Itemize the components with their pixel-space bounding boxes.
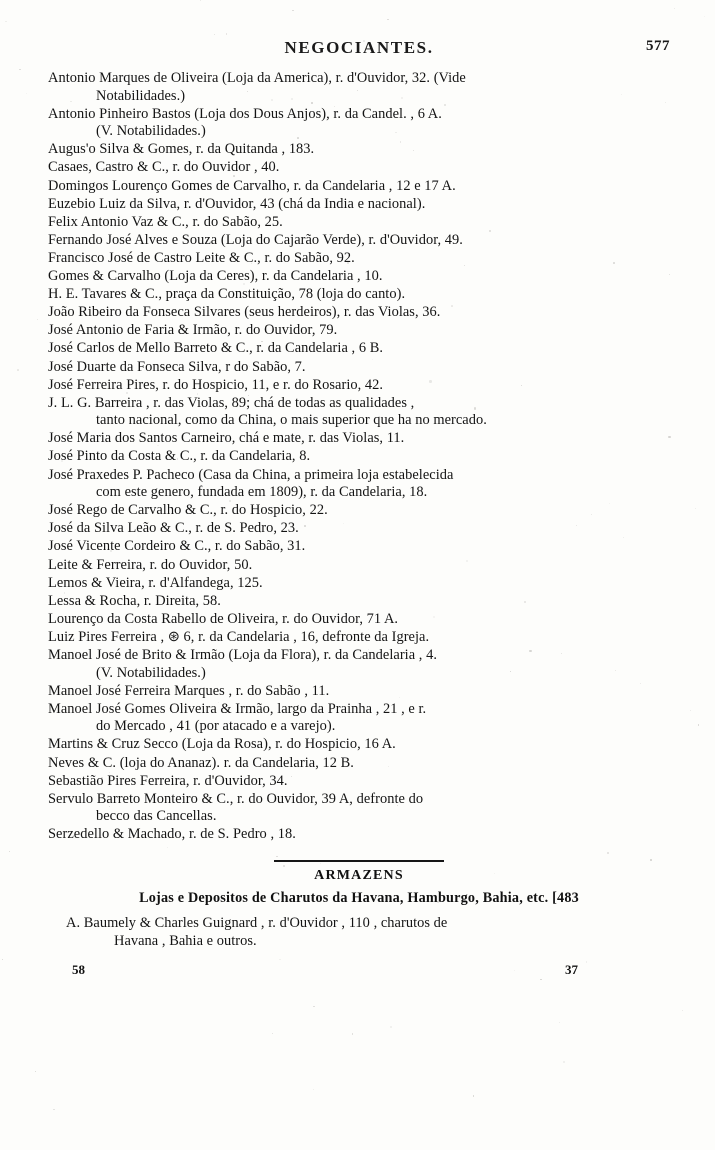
list-item: [48, 70, 670, 105]
entry-text: Neves & C. (loja do Ananaz). r. da Candelaria, 12 B.: [48, 754, 354, 771]
list-item: [48, 214, 670, 232]
entry-text: Antonio Pinheiro Bastos (Loja dos Dous Anjos), r. da Candel. , 6 A.: [48, 105, 442, 122]
scan-speckle: [690, 710, 691, 711]
scan-speckle: [9, 851, 10, 852]
entry-text: Gomes & Carvalho (Loja da Ceres), r. da Candelaria , 10.: [48, 268, 383, 285]
list-item: [48, 791, 670, 826]
entry-continuation: becco das Cancellas.: [96, 808, 217, 825]
directory-entries-list: [48, 70, 670, 844]
entry-text: H. E. Tavares & C., praça da Constituição, 78 (loja do canto).: [48, 286, 406, 303]
signature-mark-right: 37: [565, 962, 578, 978]
list-item: [48, 232, 670, 250]
page-content: [48, 34, 670, 982]
entry-continuation: Notabilidades.): [96, 87, 186, 104]
scan-speckle: [387, 19, 388, 20]
entry-text: José Carlos de Mello Barreto & C., r. da Candelaria , 6 B.: [48, 340, 384, 357]
entry-text: Fernando José Alves e Souza (Loja do Cajarão Verde), r. d'Ouvidor, 49.: [48, 231, 463, 248]
entry-text: José Praxedes P. Pacheco (Casa da China, a primeira loja estabelecida: [48, 466, 454, 483]
entry-text: Servulo Barreto Monteiro & C., r. do Ouvidor, 39 A, defronte do: [48, 790, 424, 807]
list-item: [48, 196, 670, 214]
section-divider: [274, 860, 444, 862]
list-item: [48, 629, 670, 647]
scan-speckle: [26, 93, 27, 94]
scan-speckle: [390, 1026, 391, 1027]
scan-speckle: [2, 959, 3, 960]
list-item: [48, 701, 670, 736]
scan-speckle: [559, 1022, 560, 1023]
entry-text: Lourenço da Costa Rabello de Oliveira, r. do Ouvidor, 71 A.: [48, 610, 399, 627]
scan-speckle: [53, 1109, 54, 1110]
list-item: [48, 520, 670, 538]
list-item: [48, 430, 670, 448]
entry-text: José Antonio de Faria & Irmão, r. do Ouvidor, 79.: [48, 322, 338, 339]
list-item: [48, 359, 670, 377]
scan-speckle: [35, 1071, 36, 1072]
list-item: [48, 322, 670, 340]
scan-speckle: [19, 69, 20, 70]
entry-text: A. Baumely & Charles Guignard , r. d'Ouvidor , 110 , charutos de: [66, 915, 448, 932]
list-item: [48, 250, 670, 268]
list-item: [48, 538, 670, 556]
list-item: [48, 502, 670, 520]
list-item: [48, 159, 670, 177]
list-item: [48, 340, 670, 358]
entry-text: Augus'o Silva & Gomes, r. da Quitanda , 183.: [48, 141, 315, 158]
entry-text: José Vicente Cordeiro & C., r. do Sabão, 31.: [48, 538, 306, 555]
list-item: [48, 915, 670, 950]
list-item: [48, 773, 670, 791]
entry-text: José Rego de Carvalho & C., r. do Hospicio, 22.: [48, 502, 328, 519]
scan-speckle: [563, 1061, 565, 1063]
list-item: [48, 268, 670, 286]
scan-speckle: [352, 1033, 354, 1035]
scan-speckle: [682, 1010, 683, 1011]
entry-text: Serzedello & Machado, r. de S. Pedro , 18.: [48, 826, 296, 843]
entry-text: Lessa & Rocha, r. Direita, 58.: [48, 592, 221, 609]
scan-speckle: [674, 8, 675, 9]
signature-mark-left: 58: [72, 962, 85, 978]
list-item: [48, 448, 670, 466]
entry-continuation: (V. Notabilidades.): [96, 123, 206, 140]
list-item: [48, 304, 670, 322]
list-item: [48, 575, 670, 593]
entry-text: Domingos Lourenço Gomes de Carvalho, r. da Candelaria , 12 e 17 A.: [48, 177, 456, 194]
scan-speckle: [272, 1033, 273, 1034]
section-subheading: Lojas e Depositos de Charutos da Havana, Hamburgo, Bahia, etc. [483: [139, 890, 579, 907]
list-item: [48, 178, 670, 196]
entry-text: Lemos & Vieira, r. d'Alfandega, 125.: [48, 574, 263, 591]
scan-speckle: [37, 319, 38, 320]
entry-text: Manoel José Ferreira Marques , r. do Sabão , 11.: [48, 682, 330, 699]
entry-text: Francisco José de Castro Leite & C., r. do Sabão, 92.: [48, 249, 355, 266]
entry-text: Casaes, Castro & C., r. do Ouvidor , 40.: [48, 159, 280, 176]
entry-text: Leite & Ferreira, r. do Ouvidor, 50.: [48, 556, 253, 573]
scan-speckle: [292, 10, 293, 11]
list-item: [48, 467, 670, 502]
scan-speckle: [698, 724, 700, 726]
list-item: [48, 826, 670, 844]
entry-text: Martins & Cruz Secco (Loja da Rosa), r. do Hospicio, 16 A.: [48, 736, 396, 753]
entry-text: José Maria dos Santos Carneiro, chá e mate, r. das Violas, 11.: [48, 430, 405, 447]
entry-continuation: (V. Notabilidades.): [96, 664, 206, 681]
scan-speckle: [5, 21, 7, 23]
entry-continuation: do Mercado , 41 (por atacado e a varejo).: [96, 718, 336, 735]
section-heading: ARMAZENS: [314, 868, 404, 884]
entry-text: Sebastião Pires Ferreira, r. d'Ouvidor, 34.: [48, 772, 288, 789]
entry-text: José Duarte da Fonseca Silva, r do Sabão, 7.: [48, 358, 306, 375]
list-item: [48, 736, 670, 754]
page-header: [48, 34, 670, 64]
entry-continuation: Havana , Bahia e outros.: [114, 932, 257, 949]
entry-text: Manoel José de Brito & Irmão (Loja da Flora), r. da Candelaria , 4.: [48, 647, 437, 663]
entry-text: João Ribeiro da Fonseca Silvares (seus herdeiros), r. das Violas, 36.: [48, 304, 441, 321]
list-item: [48, 755, 670, 773]
entry-continuation: tanto nacional, como da China, o mais superior que ha no mercado.: [96, 412, 487, 429]
scan-speckle: [200, 0, 201, 1]
armazens-entries-list: [48, 915, 670, 950]
scan-speckle: [313, 1089, 314, 1090]
entry-text: Antonio Marques de Oliveira (Loja da America), r. d'Ouvidor, 32. (Vide: [48, 70, 466, 86]
list-item: [48, 395, 670, 430]
list-item: [48, 683, 670, 701]
entry-text: José Ferreira Pires, r. do Hospicio, 11, e r. do Rosario, 42.: [48, 376, 384, 393]
scan-speckle: [313, 1006, 315, 1008]
list-item: [48, 647, 670, 682]
entry-text: Luiz Pires Ferreira , ⊛ 6, r. da Candelaria , 16, defronte da Igreja.: [48, 628, 430, 645]
entry-text: Felix Antonio Vaz & C., r. do Sabão, 25.: [48, 213, 283, 230]
entry-text: Manoel José Gomes Oliveira & Irmão, largo da Prainha , 21 , e r.: [48, 700, 427, 717]
entry-text: J. L. G. Barreira , r. das Violas, 89; chá de todas as qualidades ,: [48, 394, 415, 411]
list-item: [48, 593, 670, 611]
page-title: NEGOCIANTES.: [284, 38, 434, 57]
folio-number: 577: [646, 38, 670, 54]
page-footer: [48, 962, 670, 982]
list-item: [48, 286, 670, 304]
list-item: [48, 106, 670, 141]
scan-speckle: [473, 1095, 474, 1096]
entry-text: José Pinto da Costa & C., r. da Candelaria, 8.: [48, 448, 311, 465]
list-item: [48, 377, 670, 395]
list-item: [48, 557, 670, 575]
list-item: [48, 611, 670, 629]
entry-continuation: com este genero, fundada em 1809), r. da Candelaria, 18.: [96, 484, 428, 501]
scan-speckle: [17, 369, 19, 371]
scan-speckle: [695, 508, 696, 509]
entry-text: José da Silva Leão & C., r. de S. Pedro, 23.: [48, 520, 299, 537]
list-item: [48, 141, 670, 159]
scan-speckle: [704, 16, 705, 17]
entry-text: Euzebio Luiz da Silva, r. d'Ouvidor, 43 (chá da India e nacional).: [48, 195, 426, 212]
